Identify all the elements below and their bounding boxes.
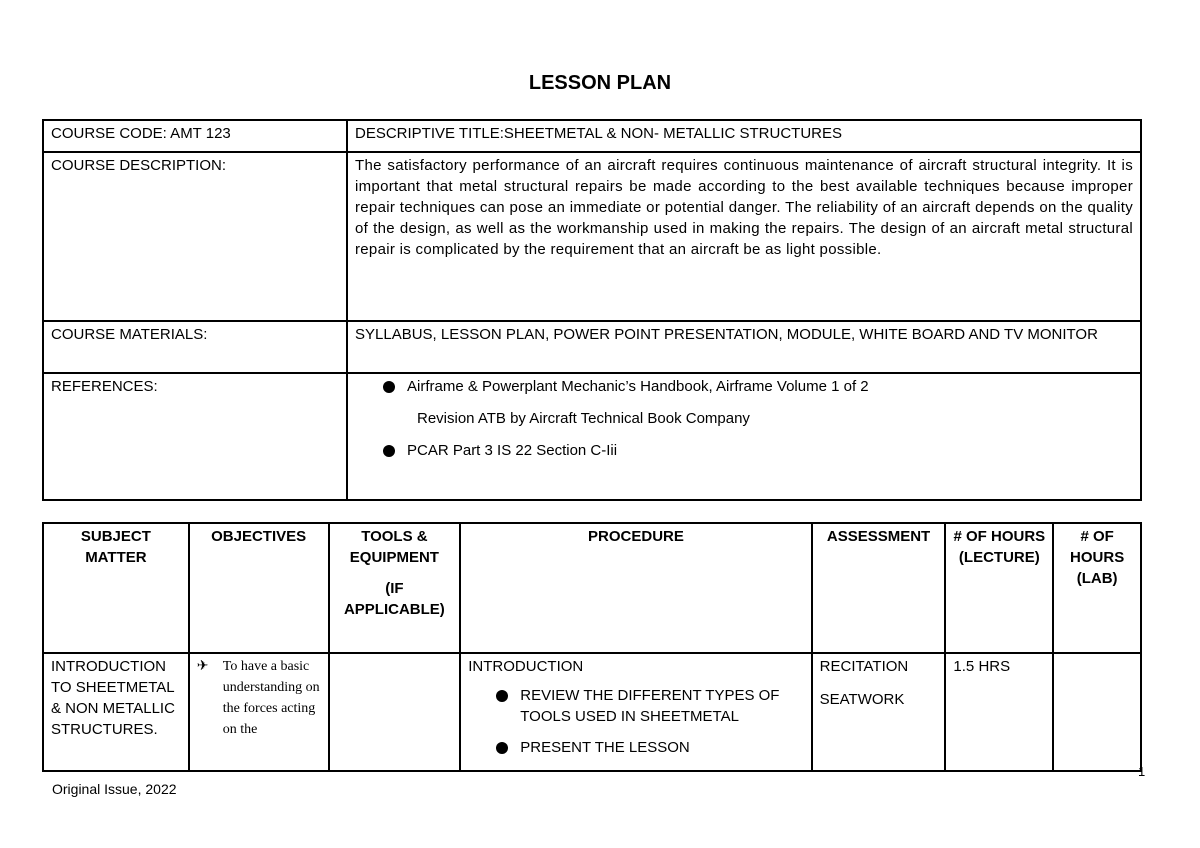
course-description-label: COURSE DESCRIPTION: (43, 152, 347, 321)
header-hours-lecture: # OF HOURS (LECTURE) (945, 523, 1053, 653)
references-list (355, 376, 1133, 461)
references-cell (347, 373, 1141, 500)
header-tools (329, 523, 461, 653)
references-label: REFERENCES: (43, 373, 347, 500)
header-tools-note: (IF APPLICABLE) (343, 580, 445, 618)
reference-item: Airframe & Powerplant Mechanic’s Handbook, Airframe Volume 1 of 2 (383, 376, 1133, 397)
reference-item: PCAR Part 3 IS 22 Section C-Iii (383, 440, 1133, 461)
description-paragraph: The satisfactory performance of an aircraft requires continuous maintenance of aircraft structural integrity. It is important that metal structural repairs be made according to the best available techniques because improper repair techniques can pose an immediate or potential danger. The reliability of an aircraft depends on the quality of the design, as well as the workmanship used in making the repairs. The design of an aircraft metal structural repair is complicated by the requirement that an aircraft be as light possible. (355, 157, 1133, 258)
hours-lab-cell (1053, 653, 1141, 771)
descriptive-title-cell: DESCRIPTIVE TITLE:SHEETMETAL & NON- METALLIC STRUCTURES (347, 120, 1141, 152)
objectives-cell (189, 653, 329, 771)
header-hours-lab: # OF HOURS (LAB) (1053, 523, 1141, 653)
assessment-cell (812, 653, 946, 771)
procedure-cell (460, 653, 811, 771)
course-materials-label: COURSE MATERIALS: (43, 321, 347, 373)
lesson-plan-table (42, 522, 1142, 772)
assessment-item: RECITATION (819, 658, 909, 675)
objective-item (197, 656, 321, 740)
procedure-steps (468, 685, 803, 758)
header-procedure: PROCEDURE (460, 523, 811, 653)
references-row (43, 373, 1141, 500)
course-materials-row (43, 321, 1141, 373)
objective-text: To have a basic understanding on the forces acting on the (222, 659, 320, 737)
course-info-table (42, 119, 1142, 501)
airplane-icon: ✈ (196, 659, 209, 674)
page-title: LESSON PLAN (528, 72, 672, 94)
procedure-step: REVIEW THE DIFFERENT TYPES OF TOOLS USED IN SHEETMETAL (496, 685, 803, 727)
assessment-item: SEATWORK (819, 691, 905, 708)
header-tools-label: TOOLS & EQUIPMENT (349, 528, 439, 566)
tools-cell (329, 653, 461, 771)
course-code-cell: COURSE CODE: AMT 123 (43, 120, 347, 152)
course-description-row (43, 152, 1141, 321)
reference-item-continued: Revision ATB by Aircraft Technical Book Company (417, 410, 750, 427)
course-description-text (347, 152, 1141, 321)
header-objectives: OBJECTIVES (189, 523, 329, 653)
procedure-heading: INTRODUCTION (468, 658, 584, 675)
header-assessment: ASSESSMENT (812, 523, 946, 653)
procedure-step: PRESENT THE LESSON (496, 737, 803, 758)
page-number: 1 (1138, 764, 1146, 779)
hours-lecture-cell: 1.5 HRS (945, 653, 1053, 771)
footer-issue: Original Issue, 2022 (52, 781, 177, 797)
course-code-row (43, 120, 1141, 152)
lesson-plan-header-row (43, 523, 1141, 653)
subject-matter-cell: INTRODUCTION TO SHEETMETAL & NON METALLIC STRUCTURES. (43, 653, 189, 771)
header-subject-matter: SUBJECT MATTER (43, 523, 189, 653)
lesson-plan-row (43, 653, 1141, 771)
course-materials-text: SYLLABUS, LESSON PLAN, POWER POINT PRESENTATION, MODULE, WHITE BOARD AND TV MONITOR (347, 321, 1141, 373)
